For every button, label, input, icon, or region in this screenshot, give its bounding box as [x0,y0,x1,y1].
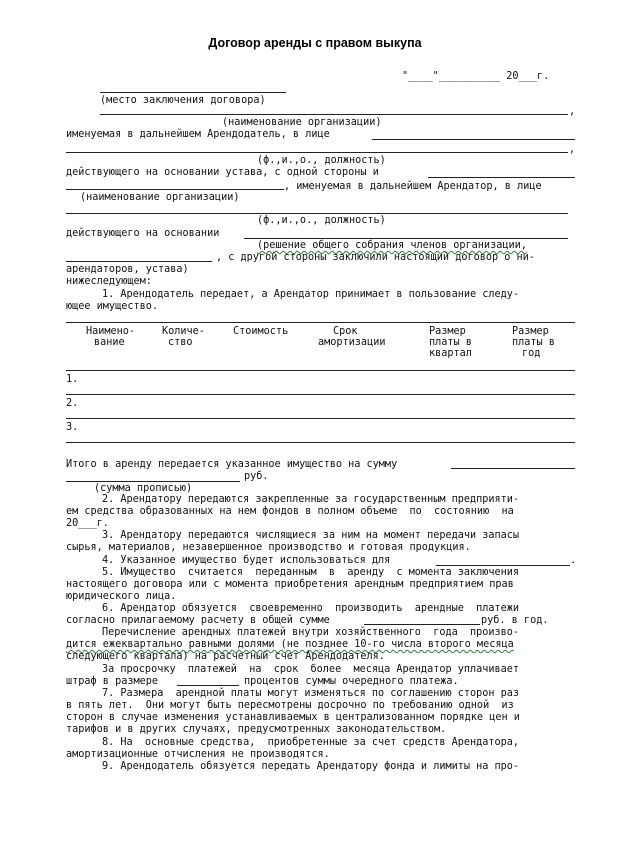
basis-blank [244,238,568,239]
period-mark: . [570,555,577,566]
clause-3-line-1: 3. Арендатору передаются числящиеся за ним на момент передачи запасы [102,530,520,541]
clause-6-line-3: Перечисление арендных платежей внутри хозяйственного года произво- [102,627,520,638]
basis-caption-2: арендаторов, устава) [66,264,189,275]
clause-1-line-2: ющее имущество. [66,301,159,312]
clause-2-line-3: 20___г. [66,518,109,529]
table-row-number: 3. [66,422,79,433]
org-caption-2: (наименование организации) [80,192,240,203]
comma-mark: , [569,144,576,155]
table-header-term: амортизации [318,337,386,348]
lessor-rep-blank-2 [66,152,568,153]
penalty-percent-blank [177,685,239,686]
clause-2-line-2: ем средства образованных на нем фондов в полном объеме по состоянию на [66,506,514,517]
sum-words-caption: (сумма прописью) [94,483,193,494]
basis-blank-2 [66,261,212,262]
position-caption-2: (ф.,и.,о., должность) [257,215,386,226]
clause-8-line-2: амортизационные отчисления не производятся. [66,749,330,760]
table-header-qty: Количе- [162,326,205,337]
clause-6-line-4: дится ежеквартально равными долями (не позднее 10-го числа второго месяца [66,639,514,650]
basis-line-1: действующего на основании устава, с одной стороны и [66,167,379,178]
table-header-name: Наимено- [86,326,136,337]
clause-5-line-2: настоящего договора или с момента приобретения арендным предприятием прав [66,579,514,590]
table-bottom-rule [66,442,575,443]
total-blank [451,468,575,469]
clause-4-line: 4. Указанное имущество будет использоваться для [102,555,391,566]
clause-5-line-1: 5. Имущество считается переданным в аренду с момента заключения [102,567,520,578]
total-line: Итого в аренду передается указанное имущество на сумму [66,459,398,470]
clause-7-line-2: в пять лет. Они могут быть пересмотрены досрочно по требованию одной из [66,700,514,711]
place-blank [100,92,286,93]
clause-7-line-1: 7. Размера арендной платы могут изменяться по соглашению сторон раз [102,688,520,699]
clause-5-line-3: юридического лица. [66,591,177,602]
org-blank-1 [100,114,568,115]
clause-2-line-1: 2. Арендатору передаются закрепленные за государственным предприяти- [102,494,520,505]
table-header-qty: ство [168,337,193,348]
table-row-number: 1. [66,374,79,385]
basis-line-2: действующего на основании [66,228,220,239]
clause-6-line-5: следующего квартала) на расчетный счет Арендодателя. [66,651,385,662]
table-row-number: 2. [66,398,79,409]
contract-date-line: "____"__________ 20___г. [402,71,550,82]
basis-caption: (решение общего собрания членов организации, [257,240,527,251]
table-header-cost: Стоимость [233,326,289,337]
lessee-line: , именуемая в дальнейшем Арендатор, в лице [284,181,542,192]
table-header-quarter: квартал [429,348,472,359]
clause-6-line-2: согласно прилагаемому расчету в общей сумме [66,615,330,626]
clause-1-line-1: 1. Арендодатель передает, а Арендатор принимает в пользование следу- [102,289,520,300]
table-row-rule [66,418,575,419]
clause-7-line-4: тарифов и в других случаях, предусмотренных законодательством. [66,724,447,735]
clause-3-line-2: сырья, материалов, незавершенное производство и готовая продукция. [66,542,471,553]
clause-8-line-1: 8. На основные средства, приобретенные за счет средств Арендатора, [102,737,520,748]
table-header-year: Размер [512,326,549,337]
penalty-line-2: штраф в размере [66,676,159,687]
table-top-rule [66,322,575,323]
position-caption-1: (ф.,и.,о., должность) [257,155,386,166]
table-header-name: вание [94,337,125,348]
penalty-line-3: процентов суммы очередного платежа. [244,676,459,687]
place-caption: (место заключения договора) [100,95,266,106]
penalty-line-1: За просрочку платежей на срок более месяца Арендатор уплачивает [102,664,520,675]
total-words-blank [66,481,240,482]
rub-per-year: руб. в год. [481,615,549,626]
clause-7-line-3: сторон в случае изменения устанавливаемых в централизованном порядке цен и [66,712,520,723]
document-title: Договор аренды с правом выкупа [208,36,422,50]
lessee-blank [428,177,575,178]
table-header-rule [66,370,575,371]
comma-mark: , [569,106,576,117]
following-line: нижеследующем: [66,276,152,287]
lessee-rep-blank [66,213,568,214]
clause-6-line-1: 6. Арендатор обязуется своевременно производить арендные платежи [102,603,520,614]
annual-sum-blank [364,624,480,625]
rub-label: руб. [244,471,269,482]
lessee-blank-2 [66,189,284,190]
table-row-rule [66,394,575,395]
table-header-quarter: Размер [429,326,466,337]
table-header-term: Срок [333,326,358,337]
table-header-quarter: платы в [429,337,472,348]
org-caption-1: (наименование организации) [222,117,382,128]
table-header-year: год [522,348,541,359]
table-header-year: платы в [512,337,555,348]
lessor-rep-blank [372,139,575,140]
purpose-blank [436,565,570,566]
lessor-line: именуемая в дальнейшем Арендодатель, в лице [66,129,330,140]
parties-line: , с другой стороны заключили настоящий договор о ни- [216,252,535,263]
clause-9-line-1: 9. Арендодатель обязуется передать Арендатору фонда и лимиты на про- [102,761,520,772]
